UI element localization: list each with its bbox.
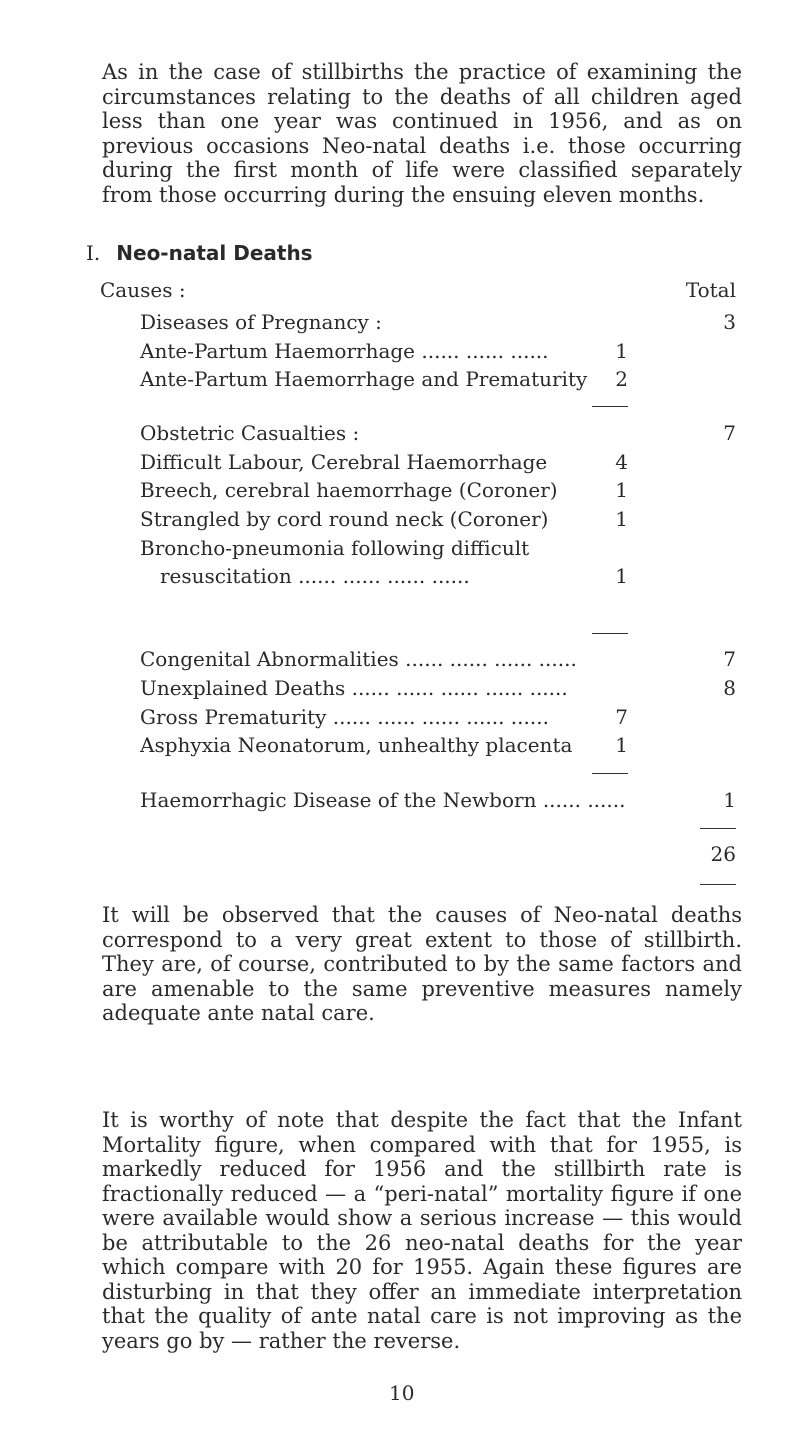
- item-label: Gross Prematurity ...... ...... ...... ...... ......: [140, 705, 549, 729]
- paragraph-mortality-note: It is worthy of note that despite the fact that the Infant Mortality figure, when compared with that for 1955, is markedly reduced for 1956 and the stillbirth rate is fractionally reduced — a “peri-natal” mortality figure if one were available would show a serious increase — this would be attributable to the 26 neo-natal deaths for the year which compare with 20 for 1955. Again these figures are disturbing in that they offer an immediate interpretation that the quality of ante natal care is not improving as the years go by — rather the reverse.: [102, 1108, 742, 1353]
- group-row: [100, 419, 740, 447]
- group-row: [100, 674, 740, 702]
- section-heading: [86, 241, 313, 265]
- total-header: Total: [685, 278, 736, 302]
- group-label: Congenital Abnormalities ...... ...... ...... ......: [140, 647, 577, 671]
- group-row: [100, 786, 740, 814]
- item-label: Asphyxia Neonatorum, unhealthy placenta: [140, 733, 573, 757]
- grand-total-row: [100, 840, 740, 868]
- group-label: Haemorrhagic Disease of the Newborn ...... ......: [140, 788, 626, 812]
- group-row: [100, 308, 740, 336]
- item-count: 1: [615, 733, 628, 757]
- group-total: 7: [723, 647, 736, 671]
- item-count: 1: [615, 564, 628, 588]
- item-label: Broncho-pneumonia following difficult: [140, 536, 530, 560]
- group-row: [100, 645, 740, 673]
- item-count: 1: [615, 507, 628, 531]
- item-label: Ante-Partum Haemorrhage ...... ...... ......: [140, 339, 549, 363]
- group-total: 1: [723, 788, 736, 812]
- group-total: 8: [723, 676, 736, 700]
- item-label-continued: resuscitation ...... ...... ...... ......: [160, 564, 470, 588]
- item-label: Difficult Labour, Cerebral Haemorrhage: [140, 450, 548, 474]
- group-label: Obstetric Casualties :: [140, 421, 360, 445]
- item-count: 1: [615, 478, 628, 502]
- item-row: [100, 731, 740, 759]
- item-row: [100, 337, 740, 365]
- section-title: Neo-natal Deaths: [116, 241, 313, 265]
- item-label: Ante-Partum Haemorrhage and Prematurity: [140, 367, 588, 391]
- group-label: Diseases of Pregnancy :: [140, 310, 382, 334]
- item-count: 7: [615, 705, 628, 729]
- item-row: [100, 365, 740, 393]
- causes-header-row: [100, 276, 740, 304]
- section-number: I.: [86, 241, 101, 265]
- paragraph-observation: It will be observed that the causes of Neo-natal deaths correspond to a very great extent to those of stillbirth. They are, of course, contributed to by the same factors and are amenable to the same preventive measures namely adequate ante natal care.: [102, 903, 742, 1025]
- item-count: 4: [615, 450, 628, 474]
- subtotal-rule: [592, 633, 628, 634]
- item-row: [100, 534, 740, 590]
- item-count: 1: [615, 339, 628, 363]
- item-row: [100, 703, 740, 731]
- item-count: 2: [615, 367, 628, 391]
- causes-label: Causes :: [100, 278, 186, 302]
- group-total: 3: [723, 310, 736, 334]
- group-total: 7: [723, 421, 736, 445]
- total-rule: [700, 828, 736, 829]
- item-row: [100, 505, 740, 533]
- item-row: [100, 448, 740, 476]
- item-label: Breech, cerebral haemorrhage (Coroner): [140, 478, 558, 502]
- subtotal-rule: [592, 773, 628, 774]
- item-label: Strangled by cord round neck (Coroner): [140, 507, 549, 531]
- total-rule: [700, 884, 736, 885]
- subtotal-rule: [592, 406, 628, 407]
- intro-paragraph: As in the case of stillbirths the practice of examining the circumstances relating to the deaths of all children aged less than one year was continued in 1956, and as on previous occasions Neo-natal deaths i.e. those occurring during the first month of life were classified separately from those occurring during the ensuing eleven months.: [102, 60, 742, 207]
- item-row: [100, 476, 740, 504]
- group-label: Unexplained Deaths ...... ...... ...... ...... ......: [140, 676, 568, 700]
- page-number: 10: [389, 1381, 415, 1405]
- grand-total: 26: [710, 842, 736, 866]
